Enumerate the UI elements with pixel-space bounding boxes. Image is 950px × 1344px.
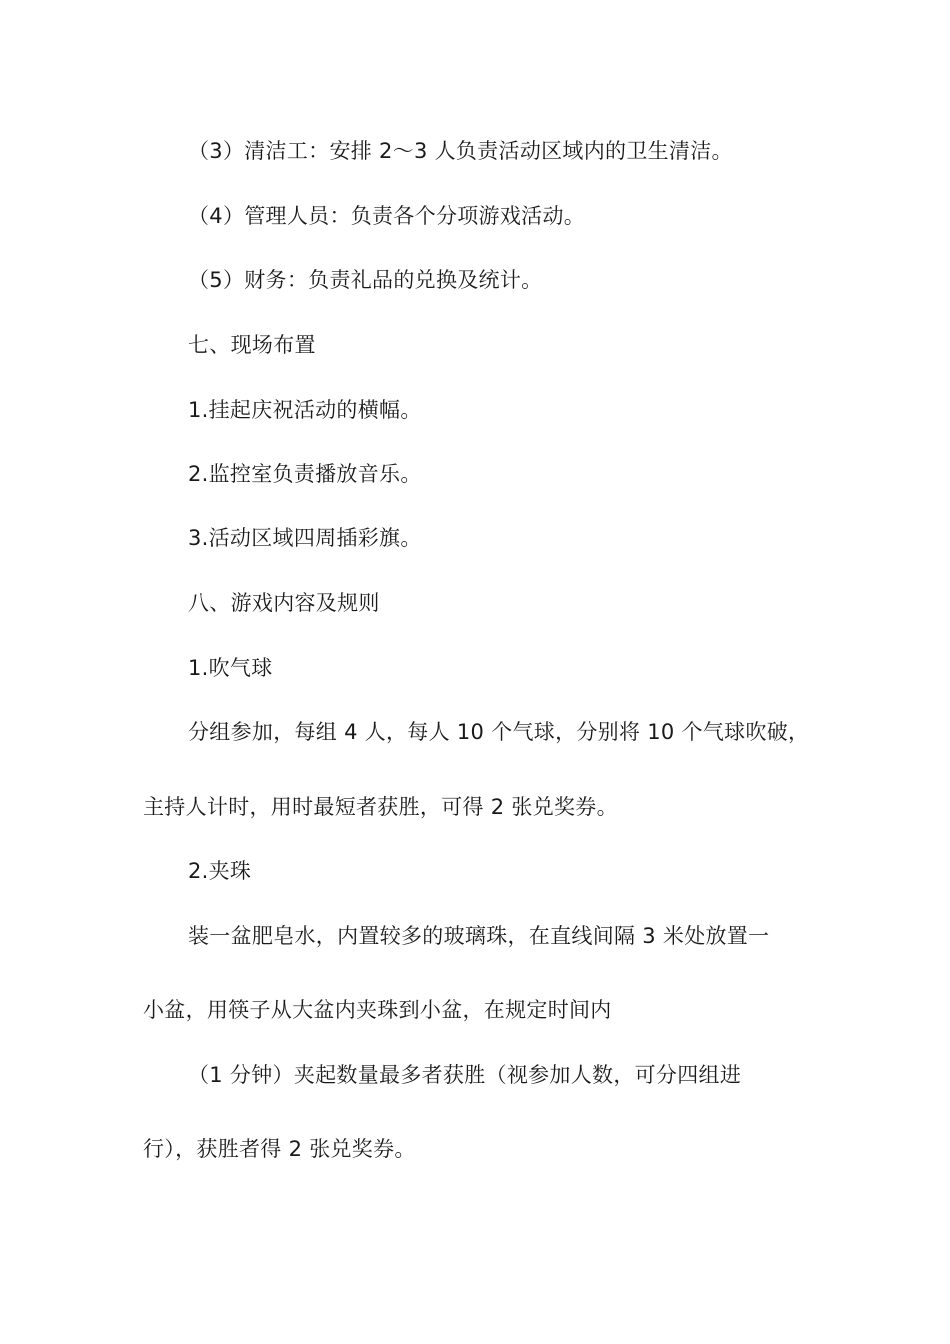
paragraph-balloon-line-1: 分组参加，每组 4 人，每人 10 个气球，分别将 10 个气球吹破，: [188, 720, 810, 744]
list-item-banner: 1.挂起庆祝活动的横幅。: [188, 398, 422, 422]
paragraph-manager: （4）管理人员：负责各个分项游戏活动。: [188, 204, 586, 228]
paragraph-finance: （5）财务：负责礼品的兑换及统计。: [188, 268, 543, 292]
list-item-flags: 3.活动区域四周插彩旗。: [188, 526, 422, 550]
paragraph-bead-line-1: 装一盆肥皂水，内置较多的玻璃珠，在直线间隔 3 米处放置一: [188, 924, 770, 948]
paragraph-bead-line-3: （1 分钟）夹起数量最多者获胜（视参加人数，可分四组进: [188, 1063, 742, 1087]
paragraph-balloon-line-2: 主持人计时，用时最短者获胜，可得 2 张兑奖券。: [143, 795, 618, 819]
paragraph-bead-line-4: 行），获胜者得 2 张兑奖券。: [143, 1137, 416, 1161]
section-heading-game-rules: 八、游戏内容及规则: [188, 591, 380, 615]
paragraph-cleaner: （3）清洁工：安排 2～3 人负责活动区域内的卫生清洁。: [188, 139, 733, 163]
list-item-music: 2.监控室负责播放音乐。: [188, 462, 422, 486]
section-heading-venue-setup: 七、现场布置: [188, 333, 316, 357]
paragraph-bead-line-2: 小盆，用筷子从大盆内夹珠到小盆，在规定时间内: [143, 998, 612, 1022]
subheading-bead: 2.夹珠: [188, 859, 252, 883]
subheading-balloon: 1.吹气球: [188, 656, 273, 680]
